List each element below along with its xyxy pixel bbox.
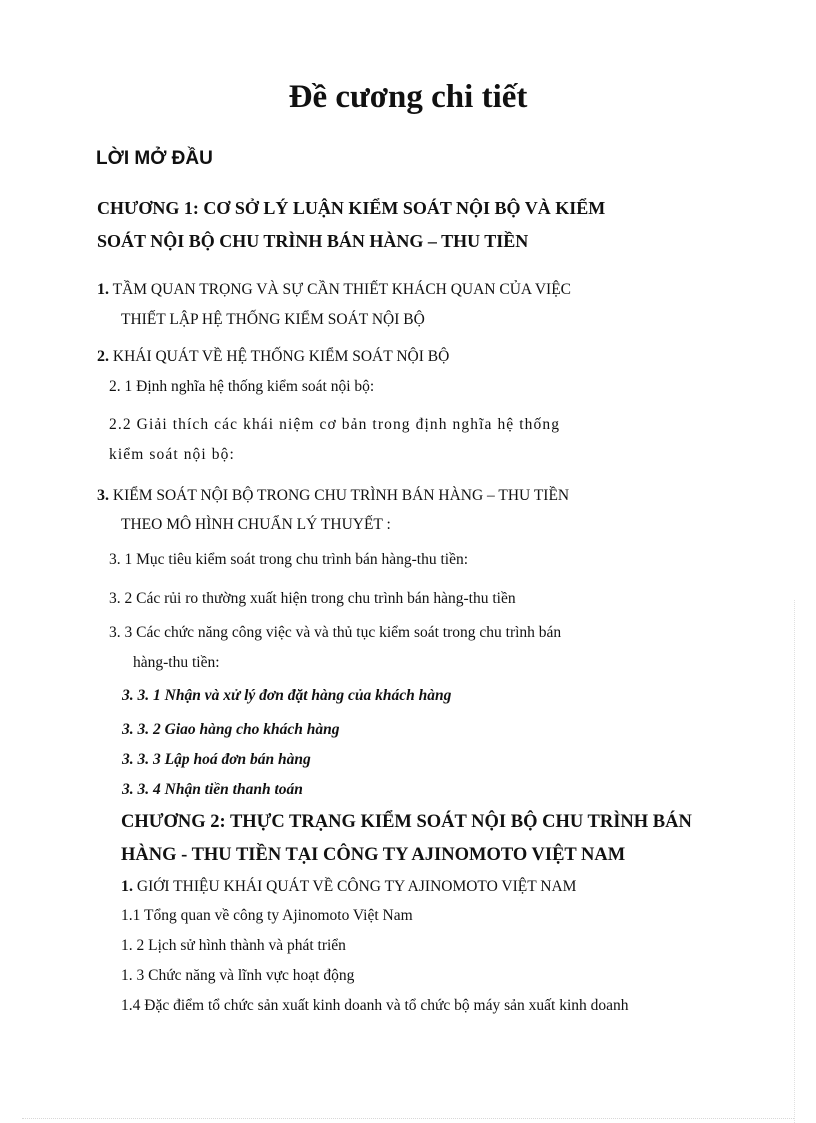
- section-1-line1: [97, 280, 571, 300]
- subsection-3-3-4: 3. 3. 4 Nhận tiền thanh toán: [122, 781, 303, 798]
- section-2-number: 2.: [97, 348, 109, 365]
- section-3-1: 3. 1 Mục tiêu kiểm soát trong chu trình bán hàng-thu tiền:: [109, 551, 469, 568]
- page-title: Đề cương chi tiết: [288, 79, 528, 115]
- subsection-3-3-2: 3. 3. 2 Giao hàng cho khách hàng: [122, 721, 340, 738]
- chapter2-item-1-4: 1.4 Đặc điểm tổ chức sản xuất kinh doanh và tổ chức bộ máy sản xuất kinh doanh: [121, 997, 629, 1014]
- chapter2-heading-line1: CHƯƠNG 2: THỰC TRẠNG KIỂM SOÁT NỘI BỘ CHU TRÌNH BÁN: [121, 812, 692, 832]
- subsection-3-3-1: 3. 3. 1 Nhận và xử lý đơn đặt hàng của khách hàng: [122, 687, 452, 704]
- section-3-2: 3. 2 Các rủi ro thường xuất hiện trong chu trình bán hàng-thu tiền: [109, 590, 516, 607]
- section-3-text: KIỂM SOÁT NỘI BỘ TRONG CHU TRÌNH BÁN HÀNG – THU TIỀN: [112, 487, 570, 504]
- chapter2-section-1: [121, 877, 576, 897]
- chapter1-heading-line2: SOÁT NỘI BỘ CHU TRÌNH BÁN HÀNG – THU TIỀN: [97, 231, 529, 251]
- section-2-1: 2. 1 Định nghĩa hệ thống kiểm soát nội bộ:: [109, 378, 375, 395]
- section-1-text: TẦM QUAN TRỌNG VÀ SỰ CẦN THIẾT KHÁCH QUAN CỦA VIỆC: [112, 281, 572, 298]
- section-2-text: KHÁI QUÁT VỀ HỆ THỐNG KIỂM SOÁT NỘI BỘ: [112, 348, 450, 365]
- page-bottom-border: [22, 1118, 794, 1119]
- chapter2-item-1-3: 1. 3 Chức năng và lĩnh vực hoạt động: [121, 967, 355, 984]
- section-3-3-line2: hàng-thu tiền:: [133, 654, 220, 671]
- section-2-2-line2: kiểm soát nội bộ:: [109, 446, 235, 463]
- chapter2-item-1-2: 1. 2 Lịch sử hình thành và phát triển: [121, 937, 346, 954]
- chapter1-heading-line1: CHƯƠNG 1: CƠ SỞ LÝ LUẬN KIỂM SOÁT NỘI BỘ VÀ KIỂM: [97, 198, 606, 218]
- section-3-3-line1: 3. 3 Các chức năng công việc và và thủ tục kiểm soát trong chu trình bán: [109, 624, 562, 641]
- intro-heading: LỜI MỞ ĐẦU: [96, 148, 213, 169]
- section-2-2-line1: 2.2 Giải thích các khái niệm cơ bản trong định nghĩa hệ thống: [109, 416, 561, 433]
- section-3-number: 3.: [97, 487, 109, 504]
- section-2: [97, 347, 449, 367]
- subsection-3-3-3: 3. 3. 3 Lập hoá đơn bán hàng: [122, 751, 311, 768]
- chapter2-section-1-text: GIỚI THIỆU KHÁI QUÁT VỀ CÔNG TY AJINOMOTO VIỆT NAM: [136, 878, 577, 895]
- section-1-number: 1.: [97, 281, 109, 298]
- chapter2-section-1-number: 1.: [121, 878, 133, 895]
- chapter2-heading-line2: HÀNG - THU TIỀN TẠI CÔNG TY AJINOMOTO VIỆT NAM: [121, 845, 626, 865]
- page-right-border: [794, 600, 795, 1123]
- section-3-line2: THEO MÔ HÌNH CHUẨN LÝ THUYẾT :: [121, 516, 391, 533]
- section-3-line1: [97, 486, 569, 506]
- section-1-line2: THIẾT LẬP HỆ THỐNG KIỂM SOÁT NỘI BỘ: [121, 311, 425, 328]
- chapter2-item-1-1: 1.1 Tổng quan về công ty Ajinomoto Việt Nam: [121, 907, 413, 924]
